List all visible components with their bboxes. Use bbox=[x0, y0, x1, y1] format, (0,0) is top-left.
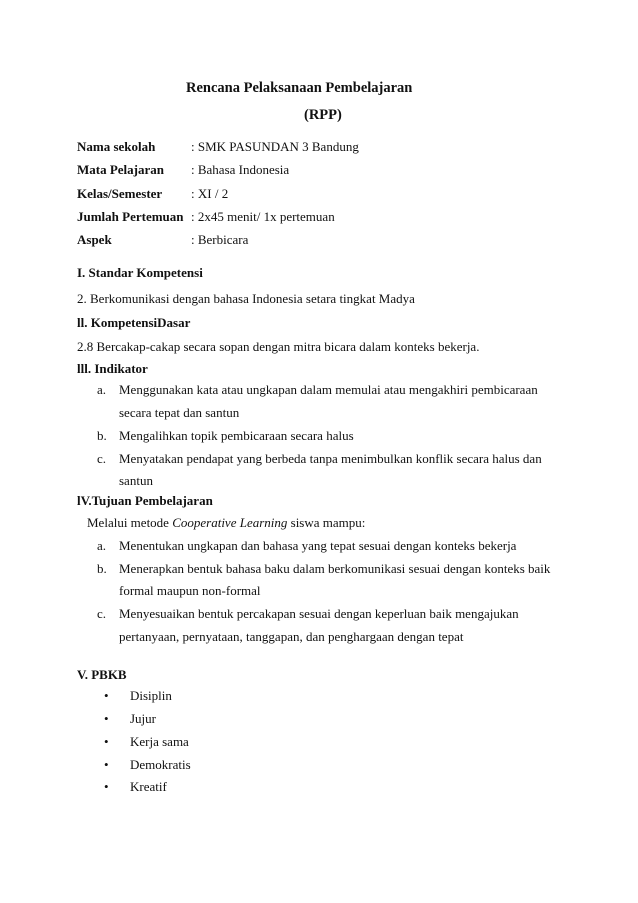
bullet-icon: • bbox=[104, 688, 109, 703]
bullet-icon: • bbox=[104, 779, 109, 794]
list-item-text: Menyatakan pendapat yang berbeda tanpa menimbulkan konflik secara halus dan bbox=[119, 451, 542, 466]
info-value: : 2x45 menit/ 1x pertemuan bbox=[191, 208, 335, 224]
kd-text: 2.8 Bercakap-cakap secara sopan dengan mitra bicara dalam konteks bekerja. bbox=[77, 339, 480, 354]
pbkb-item-text: Kerja sama bbox=[130, 734, 189, 749]
document-subtitle: (RPP) bbox=[304, 107, 342, 123]
indikator-item-c bbox=[97, 450, 542, 468]
list-marker: c. bbox=[97, 606, 107, 621]
info-row-subject bbox=[77, 161, 359, 184]
tujuan-intro bbox=[87, 514, 365, 532]
section-heading-pbkb: V. PBKB bbox=[77, 667, 127, 682]
list-item-text: Menerapkan bentuk bahasa baku dalam berkomunikasi sesuai dengan konteks baik bbox=[119, 561, 551, 576]
document-title: Rencana Pelaksanaan Pembelajaran bbox=[186, 80, 413, 96]
info-label: Kelas/Semester bbox=[77, 185, 163, 201]
sk-text: 2. Berkomunikasi dengan bahasa Indonesia setara tingkat Madya bbox=[77, 291, 415, 306]
info-value: : SMK PASUNDAN 3 Bandung bbox=[191, 139, 359, 154]
section-heading-tujuan: lV.Tujuan Pembelajaran bbox=[77, 493, 213, 508]
tujuan-item-c-continued: pertanyaan, pernyataan, tanggapan, dan penghargaan dengan tepat bbox=[119, 629, 464, 644]
info-label: Jumlah Pertemuan bbox=[77, 208, 184, 224]
list-item-text: Menyesuaikan bentuk percakapan sesuai dengan keperluan baik mengajukan bbox=[119, 606, 519, 621]
tujuan-intro-before: Melalui metode bbox=[87, 515, 173, 530]
tujuan-item-b-continued: formal maupun non-formal bbox=[119, 583, 261, 598]
pbkb-item-text: Jujur bbox=[130, 711, 156, 726]
info-label: Aspek bbox=[77, 232, 112, 248]
tujuan-item-a bbox=[97, 537, 516, 555]
tujuan-intro-after: siswa mampu: bbox=[287, 515, 366, 530]
section-heading-indikator: lll. Indikator bbox=[77, 361, 148, 376]
info-value: : XI / 2 bbox=[191, 185, 229, 201]
info-row-aspect bbox=[77, 231, 359, 254]
pbkb-item-text: Demokratis bbox=[130, 757, 191, 772]
tujuan-item-c bbox=[97, 605, 519, 623]
bullet-icon: • bbox=[104, 757, 109, 772]
info-row-class bbox=[77, 185, 359, 208]
section-heading-kd: ll. KompetensiDasar bbox=[77, 315, 191, 330]
indikator-item-a-continued: secara tepat dan santun bbox=[119, 405, 240, 420]
list-item-text: Menentukan ungkapan dan bahasa yang tepat sesuai dengan konteks bekerja bbox=[119, 538, 517, 553]
info-value: : Bahasa Indonesia bbox=[191, 162, 290, 178]
list-item-text: Menggunakan kata atau ungkapan dalam memulai atau mengakhiri pembicaraan bbox=[119, 382, 538, 397]
info-value: : Berbicara bbox=[191, 232, 249, 248]
list-marker: b. bbox=[97, 428, 107, 443]
list-marker: a. bbox=[97, 382, 107, 397]
list-marker: c. bbox=[97, 451, 107, 466]
list-item-text: Mengalihkan topik pembicaraan secara halus bbox=[119, 428, 354, 443]
info-label: Nama sekolah bbox=[77, 139, 156, 154]
pbkb-item-text: Kreatif bbox=[130, 779, 167, 794]
indikator-item-a bbox=[97, 381, 538, 399]
info-row-meetings bbox=[77, 208, 359, 231]
info-label: Mata Pelajaran bbox=[77, 162, 165, 178]
identity-table bbox=[77, 138, 359, 254]
bullet-icon: • bbox=[104, 734, 109, 749]
pbkb-item-text: Disiplin bbox=[130, 688, 172, 703]
list-marker: a. bbox=[97, 538, 107, 553]
method-name: Cooperative Learning bbox=[172, 515, 288, 530]
list-marker: b. bbox=[97, 561, 107, 576]
indikator-item-b bbox=[97, 427, 354, 445]
tujuan-item-b bbox=[97, 560, 550, 578]
indikator-item-c-continued: santun bbox=[119, 473, 153, 488]
section-heading-sk: I. Standar Kompetensi bbox=[77, 265, 203, 280]
bullet-icon: • bbox=[104, 711, 109, 726]
info-row-school bbox=[77, 138, 359, 161]
